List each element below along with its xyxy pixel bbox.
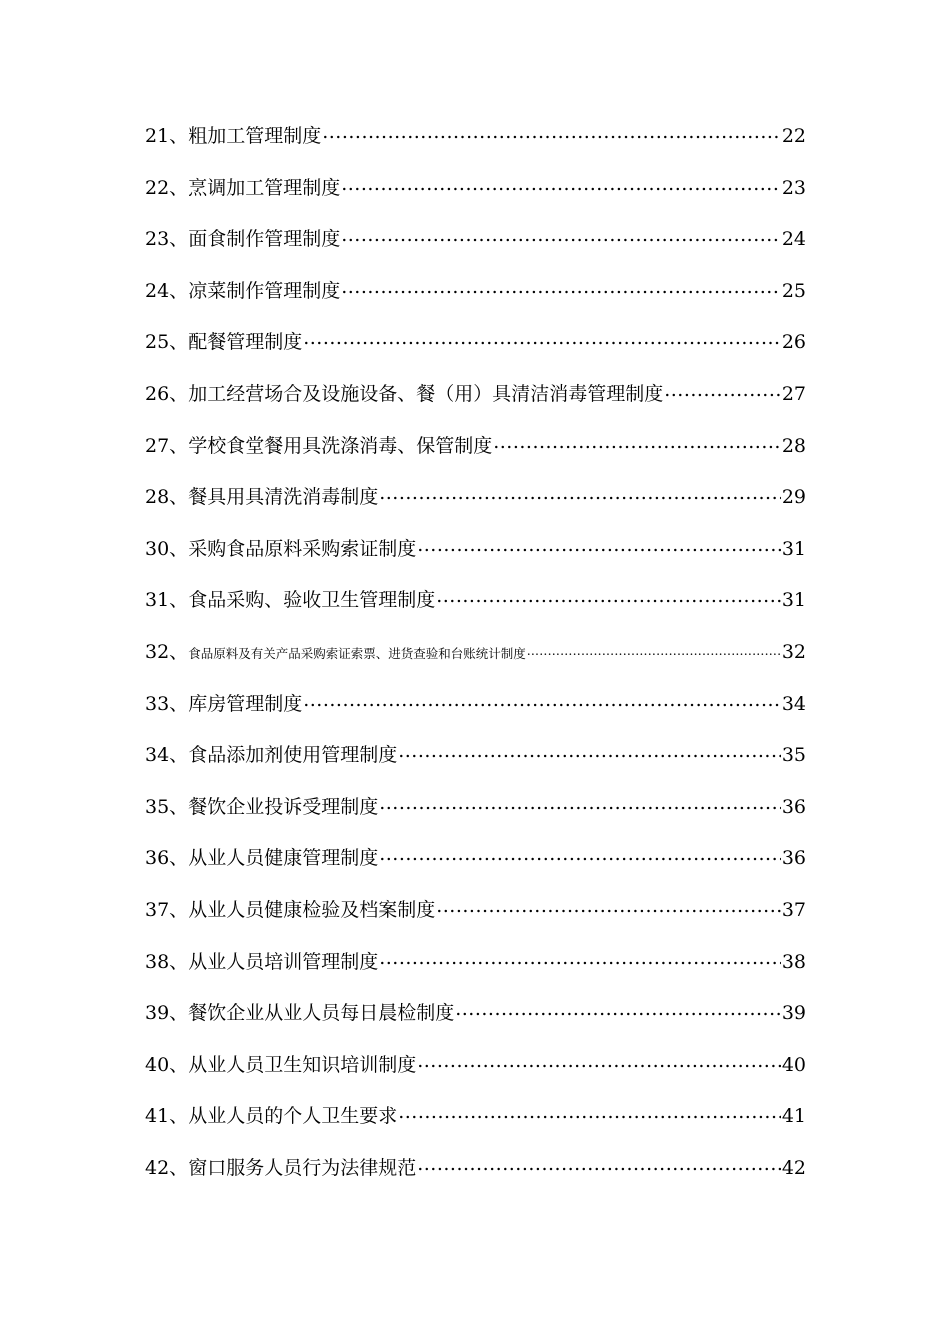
toc-entry[interactable]	[145, 730, 806, 782]
toc-entry[interactable]	[145, 524, 806, 576]
toc-entry-page: 39	[781, 1002, 806, 1025]
toc-entry-number: 32、	[145, 640, 189, 663]
dot-leader	[398, 742, 781, 761]
toc-entry-page: 22	[781, 125, 806, 147]
toc-entry-number: 34、	[145, 744, 189, 767]
toc-entry-title: 面食制作管理制度	[188, 228, 341, 251]
toc-entry[interactable]	[145, 885, 806, 937]
toc-entry-number: 38、	[145, 950, 189, 973]
toc-entry-number: 37、	[145, 898, 189, 921]
toc-entry-title: 配餐管理制度	[188, 331, 303, 354]
toc-entry-page: 27	[781, 382, 806, 405]
toc-entry-number: 35、	[145, 795, 189, 818]
dot-leader	[664, 381, 781, 400]
toc-entry[interactable]	[145, 369, 806, 421]
dot-leader	[379, 484, 781, 503]
toc-entry-title: 加工经营场合及设施设备、餐（用）具清洁消毒管理制度	[188, 382, 664, 405]
toc-entry-title: 粗加工管理制度	[188, 125, 322, 147]
toc-entry-page: 36	[781, 847, 806, 870]
toc-entry-title: 食品原料及有关产品采购索证索票、进货查验和台账统计制度	[188, 645, 526, 661]
toc-entry[interactable]	[145, 472, 806, 524]
toc-entry-number: 24、	[145, 279, 189, 302]
toc-entry-title: 烹调加工管理制度	[188, 176, 341, 199]
toc-entry-number: 42、	[145, 1156, 189, 1179]
dot-leader	[341, 175, 781, 194]
toc-entry-page: 24	[781, 228, 806, 251]
toc-entry-page: 31	[781, 537, 806, 560]
toc-entry-page: 40	[781, 1053, 806, 1076]
dot-leader	[379, 949, 781, 968]
dot-leader	[417, 1155, 781, 1174]
dot-leader	[455, 1000, 781, 1019]
dot-leader	[341, 278, 781, 297]
dot-leader	[436, 897, 781, 916]
dot-leader	[379, 845, 781, 864]
toc-entry-title: 采购食品原料采购索证制度	[188, 537, 417, 560]
dot-leader	[379, 794, 781, 813]
toc-entry-page: 28	[781, 434, 806, 457]
toc-entry-title: 从业人员培训管理制度	[188, 950, 379, 973]
toc-entry-title: 食品采购、验收卫生管理制度	[188, 589, 436, 612]
table-of-contents	[145, 111, 806, 1194]
toc-entry-number: 25、	[145, 331, 189, 354]
toc-entry-title: 从业人员健康管理制度	[188, 847, 379, 870]
toc-entry-number: 41、	[145, 1105, 189, 1128]
dot-leader	[417, 536, 781, 555]
toc-entry-title: 库房管理制度	[188, 692, 303, 715]
toc-entry-title: 从业人员的个人卫生要求	[188, 1105, 398, 1128]
toc-entry-title: 食品添加剂使用管理制度	[188, 744, 398, 767]
toc-entry[interactable]	[145, 163, 806, 215]
toc-entry-title: 窗口服务人员行为法律规范	[188, 1156, 417, 1179]
dot-leader	[303, 329, 781, 348]
dot-leader	[341, 226, 781, 245]
toc-entry-page: 32	[781, 640, 806, 663]
toc-entry-title: 从业人员卫生知识培训制度	[188, 1053, 417, 1076]
toc-entry-number: 36、	[145, 847, 189, 870]
toc-entry-number: 33、	[145, 692, 189, 715]
toc-entry-page: 41	[781, 1105, 806, 1128]
toc-entry-number: 22、	[145, 176, 189, 199]
dot-leader	[398, 1103, 781, 1122]
toc-entry[interactable]	[145, 1040, 806, 1092]
toc-entry-page: 25	[781, 279, 806, 302]
toc-entry[interactable]	[145, 627, 806, 679]
dot-leader	[493, 433, 781, 452]
toc-entry-number: 40、	[145, 1053, 189, 1076]
dot-leader	[417, 1052, 781, 1071]
dot-leader	[527, 639, 781, 658]
toc-entry-number: 21、	[145, 125, 189, 147]
toc-entry-number: 27、	[145, 434, 189, 457]
toc-entry-title: 从业人员健康检验及档案制度	[188, 898, 436, 921]
toc-entry[interactable]	[145, 317, 806, 369]
toc-entry-page: 42	[781, 1156, 806, 1179]
toc-entry[interactable]	[145, 266, 806, 318]
toc-entry-page: 36	[781, 795, 806, 818]
toc-entry[interactable]	[145, 1143, 806, 1195]
toc-entry[interactable]	[145, 937, 806, 989]
toc-entry[interactable]	[145, 679, 806, 731]
toc-entry-page: 34	[781, 692, 806, 715]
toc-entry-number: 28、	[145, 486, 189, 509]
toc-entry-number: 26、	[145, 382, 189, 405]
toc-entry-title: 凉菜制作管理制度	[188, 279, 341, 302]
toc-entry[interactable]	[145, 575, 806, 627]
toc-entry-page: 23	[781, 176, 806, 199]
toc-entry-title: 学校食堂餐用具洗涤消毒、保管制度	[188, 434, 493, 457]
toc-entry-number: 30、	[145, 537, 189, 560]
toc-entry[interactable]	[145, 988, 806, 1040]
toc-entry-title: 餐具用具清洗消毒制度	[188, 486, 379, 509]
toc-entry[interactable]	[145, 421, 806, 473]
dot-leader	[436, 587, 781, 606]
toc-entry-page: 31	[781, 589, 806, 612]
dot-leader	[322, 123, 781, 142]
toc-entry[interactable]	[145, 111, 806, 163]
dot-leader	[303, 691, 781, 710]
toc-entry-page: 29	[781, 486, 806, 509]
toc-entry-number: 31、	[145, 589, 189, 612]
toc-entry-page: 26	[781, 331, 806, 354]
toc-entry[interactable]	[145, 214, 806, 266]
toc-entry-number: 39、	[145, 1002, 189, 1025]
toc-entry-title: 餐饮企业从业人员每日晨检制度	[188, 1002, 455, 1025]
toc-entry-page: 38	[781, 950, 806, 973]
toc-entry[interactable]	[145, 782, 806, 834]
toc-entry-number: 23、	[145, 228, 189, 251]
toc-entry-page: 35	[781, 744, 806, 767]
toc-entry[interactable]	[145, 833, 806, 885]
toc-entry-page: 37	[781, 898, 806, 921]
toc-entry-title: 餐饮企业投诉受理制度	[188, 795, 379, 818]
toc-entry[interactable]	[145, 1091, 806, 1143]
